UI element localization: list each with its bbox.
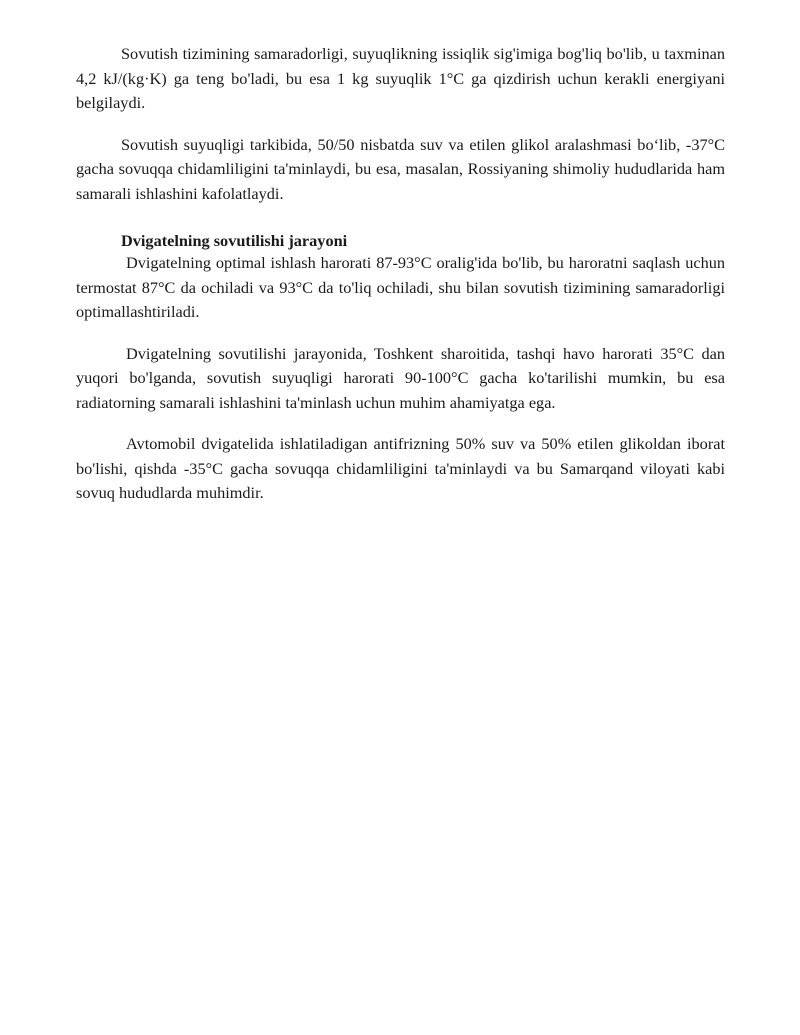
paragraph-tashkent-conditions: Dvigatelning sovutilishi jarayonida, Toshkent sharoitida, tashqi havo harorati 35°C dan yuqori bo'lganda, sovutish suyuqligi harorati 90-100°C gacha ko'tarilishi mumkin, bu esa radiatorning samarali ishlashini ta'minlash uchun muhim ahamiyatga ega.: [76, 343, 725, 412]
section-heading: Dvigatelning sovutilishi jarayoni: [121, 231, 348, 250]
paragraph-antifreeze: Avtomobil dvigatelida ishlatiladigan antifrizning 50% suv va 50% etilen glikoldan iborat bo'lishi, qishda -35°C gacha sovuqqa chidamliligini ta'minlaydi va bu Samarqand viloyati kabi sovuq hududlarda muhimdir.: [76, 434, 725, 502]
paragraph-optimal-temperature: Dvigatelning optimal ishlash harorati 87-93°C oralig'ida bo'lib, bu haroratni saqlash uchun termostat 87°C da ochiladi va 93°C da to'liq ochiladi, shu bilan sovutish tizimining samaradorligi optimallashtiriladi.: [76, 253, 725, 321]
paragraph-coolant-mixture: Sovutish suyuqligi tarkibida, 50/50 nisbatda suv va etilen glikol aralashmasi bo‘lib, -37°C gacha sovuqqa chidamliligini ta'minlaydi, bu esa, masalan, Rossiyaning shimoliy hududlarida ham samarali ishlashini kafolatlaydi.: [76, 134, 725, 203]
document-page: [76, 42, 725, 506]
paragraph-heat-capacity: Sovutish tizimining samaradorligi, suyuqlikning issiqlik sig'imiga bog'liq bo'lib, u taxminan 4,2 kJ/(kg·K) ga teng bo'ladi, bu esa 1 kg suyuqlik 1°C ga qizdirish uchun kerakli energiyani belgilaydi.: [76, 44, 725, 112]
